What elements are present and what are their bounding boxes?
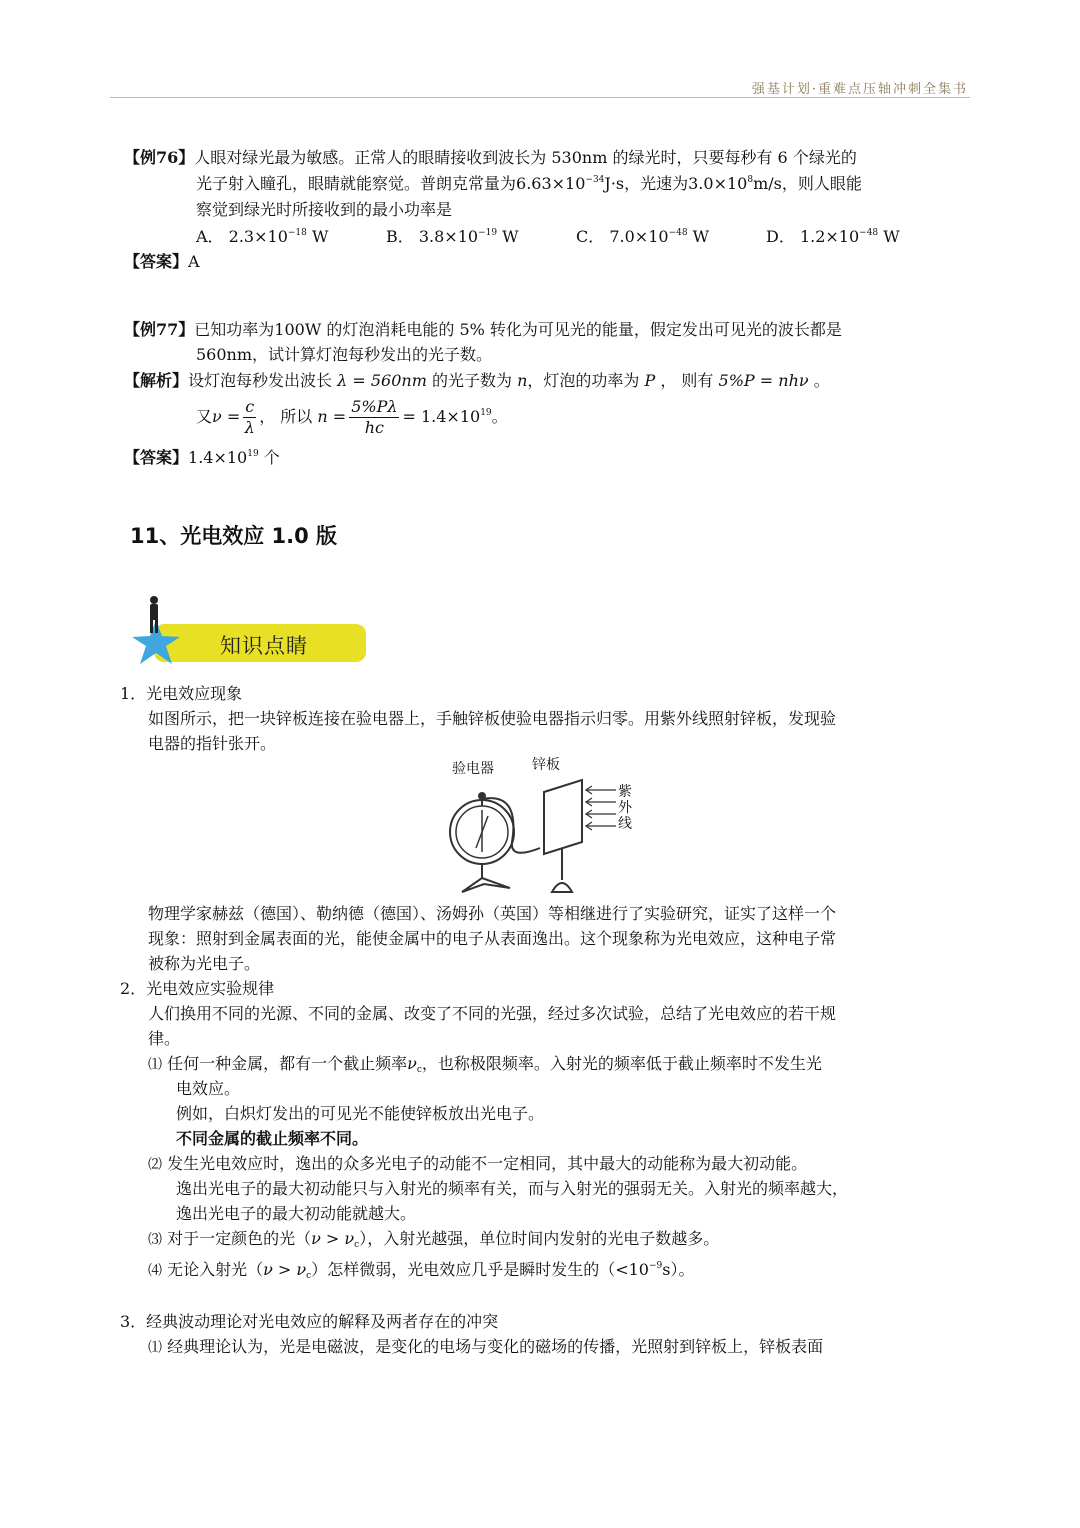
option-b-unit: W: [502, 227, 519, 246]
item2-text: 发生光电效应时，逸出的众多光电子的动能不一定相同，其中最大的动能称为最大初动能。: [167, 1154, 808, 1173]
option-b-exponent: −19: [478, 228, 498, 238]
example-77: [124, 318, 842, 342]
option-a-label: A．: [196, 227, 224, 246]
answer-value: 1.4×10: [188, 448, 248, 467]
item-text: 经典理论认为，光是电磁波，是变化的电场与变化的磁场的传播，光照射到锌板上，锌板表面: [167, 1337, 824, 1356]
frequency-condition: ν > ν: [311, 1229, 355, 1248]
p1b-line1: 物理学家赫兹（德国）、勒纳德（德国）、汤姆孙（英国）等相继进行了实验研究，证实了这样一个: [148, 904, 837, 923]
result-period: 。: [491, 407, 508, 426]
item3-text-2: ），入射光越强，单位时间内发射的光电子数越多。: [359, 1229, 720, 1248]
frequency-subscript: c: [354, 1240, 360, 1250]
heading-2: 2．光电效应实验规律: [120, 979, 275, 998]
option-a-exponent: −18: [287, 228, 307, 238]
frequency-expr: ν =: [212, 407, 241, 426]
label-zinc-plate: 锌板: [532, 757, 560, 773]
example-76-line2-text: 光子射入瞳孔，眼睛就能察觉。普朗克常量为: [196, 174, 517, 193]
item4-text: 无论入射光（: [167, 1260, 264, 1279]
answer-unit: 个: [263, 448, 280, 467]
option-b-value: 3.8×10: [418, 227, 479, 246]
p2-item1-line4: 不同金属的截止频率不同。: [176, 1129, 369, 1148]
light-speed: 3.0×10: [688, 174, 748, 193]
section-title: 11、光电效应 1.0 版: [130, 524, 338, 548]
frequency-condition: ν > ν: [263, 1260, 307, 1279]
option-a: [196, 225, 328, 249]
heading-1: 1．光电效应现象: [120, 684, 243, 703]
figure-electroscope: [440, 752, 650, 900]
option-d-unit: W: [883, 227, 900, 246]
item-number: ⑴: [148, 1340, 162, 1356]
answer-tag: 【答案】: [124, 252, 189, 271]
banner-label: 知识点睛: [220, 634, 308, 658]
solution-period: 。: [813, 371, 830, 390]
result-value: = 1.4×10: [402, 407, 481, 426]
solution-2-text-2: ， 所以: [259, 407, 313, 426]
p1-line2: 电器的指针张开。: [148, 734, 277, 753]
p2-item2-line3: 逸出光电子的最大初动能就越大。: [176, 1204, 417, 1223]
planck-unit: J·s，光速为: [604, 174, 689, 193]
item-number: ⑴: [148, 1057, 162, 1073]
example-76-line1: 人眼对绿光最为敏感。正常人的眼睛接收到波长为 530nm 的绿光时，只要每秒有 6 个绿光的: [194, 148, 857, 167]
fraction-denominator: λ: [244, 418, 255, 437]
frequency-symbol: ν: [407, 1054, 417, 1073]
item4-end: ）。: [670, 1260, 695, 1279]
time-value: <10: [615, 1260, 649, 1279]
p2-line2: 律。: [148, 1029, 181, 1048]
option-c-value: 7.0×10: [609, 227, 669, 246]
option-c-label: C．: [576, 227, 605, 246]
p2-item3: [148, 1227, 719, 1252]
planck-exponent: −34: [585, 175, 605, 185]
p2-item4: [148, 1258, 694, 1283]
p1b-line2: 现象：照射到金属表面的光，能使金属中的电子从表面逸出。这个现象称为光电效应，这种电子常: [148, 929, 837, 948]
option-a-unit: W: [311, 227, 329, 246]
fraction-numerator: 5%Pλ: [351, 397, 398, 416]
example-76-line2-tail: m/s，则人眼能: [753, 174, 862, 193]
n-expr: n =: [317, 407, 347, 426]
option-c: [576, 225, 709, 249]
var-p: P: [644, 371, 656, 390]
option-b-label: B．: [386, 227, 414, 246]
uv-arrows: [586, 786, 616, 830]
heading-3: 3．经典波动理论对光电效应的解释及两者存在的冲突: [120, 1312, 499, 1331]
item-number: ⑵: [148, 1157, 162, 1173]
item3-text: 对于一定颜色的光（: [167, 1229, 312, 1248]
p2-line1: 人们换用不同的光源、不同的金属、改变了不同的光强，经过多次试验，总结了光电效应的若干规: [148, 1004, 837, 1023]
header-divider: [110, 97, 970, 98]
wavelength-expr: λ = 560nm: [337, 371, 427, 390]
solution-text-3: ，灯泡的功率为: [527, 371, 640, 390]
p1b-line3: 被称为光电子。: [148, 954, 261, 973]
example-76: [124, 146, 857, 170]
answer-value: A: [188, 252, 200, 271]
option-d: [766, 225, 900, 249]
item1-text-2: ，也称极限频率。入射光的频率低于截止频率时不发生光: [421, 1054, 822, 1073]
power-equation: 5%P = nhν: [718, 371, 809, 390]
item4-text-2: ）怎样微弱，光电效应几乎是瞬时发生的（: [311, 1260, 616, 1279]
example-77-solution: [124, 369, 830, 393]
fraction-numerator: c: [245, 397, 255, 416]
option-c-unit: W: [692, 227, 710, 246]
p2-item2-line1: [148, 1152, 807, 1177]
label-uv-char: 紫: [618, 784, 632, 800]
label-uv: [618, 784, 632, 832]
answer-tag: 【答案】: [124, 448, 189, 467]
solution-text: 设灯泡每秒发出波长: [188, 371, 333, 390]
example-76-answer: [124, 250, 200, 274]
item-number: ⑷: [148, 1263, 162, 1279]
answer-exponent: 19: [247, 449, 259, 459]
option-c-exponent: −48: [668, 228, 688, 238]
fraction-photon-count: [349, 397, 399, 438]
time-exponent: −9: [648, 1261, 663, 1271]
example-77-tag: 【例77】: [124, 320, 195, 339]
light-speed-exponent: 8: [747, 175, 754, 185]
p2-item1-line1: [148, 1052, 822, 1077]
time-unit: s: [662, 1260, 671, 1279]
p2-item2-line2: 逸出光电子的最大初动能只与入射光的频率有关，而与入射光的强弱无关。入射光的频率越大，: [176, 1179, 849, 1198]
solution-text-4: ， 则有: [660, 371, 714, 390]
option-d-exponent: −48: [859, 228, 879, 238]
option-a-value: 2.3×10: [228, 227, 288, 246]
var-n: n: [517, 371, 528, 390]
item1-text: 任何一种金属，都有一个截止频率: [167, 1054, 408, 1073]
example-76-tag: 【例76】: [124, 148, 195, 167]
planck-constant: 6.63×10: [516, 174, 586, 193]
solution-text-2: 的光子数为: [431, 371, 512, 390]
frequency-subscript: c: [416, 1065, 422, 1075]
frequency-subscript: c: [306, 1271, 312, 1281]
example-77-solution-line2: [196, 394, 508, 440]
label-uv-char: 线: [618, 816, 632, 832]
label-uv-char: 外: [618, 800, 632, 816]
example-77-line1: 已知功率为100W 的灯泡消耗电能的 5% 转化为可见光的能量，假定发出可见光的波长都是: [194, 320, 842, 339]
running-header: 强基计划·重难点压轴冲刺全集书: [751, 82, 968, 97]
item-number: ⑶: [148, 1232, 162, 1248]
fraction-c-over-lambda: [243, 397, 256, 438]
p2-item1-line2: 电效应。: [176, 1079, 241, 1098]
fraction-denominator: hc: [364, 418, 384, 437]
option-d-label: D．: [766, 227, 795, 246]
option-b: [386, 225, 519, 249]
label-electroscope: 验电器: [452, 761, 494, 777]
example-77-answer: [124, 446, 280, 470]
p2-item1-line3: 例如，白炽灯发出的可见光不能使锌板放出光电子。: [176, 1104, 545, 1123]
p3-item1-line1: [148, 1335, 823, 1360]
option-d-value: 1.2×10: [799, 227, 860, 246]
p1-line1: 如图所示，把一块锌板连接在验电器上，手触锌板使验电器指示归零。用紫外线照射锌板，发现验: [148, 709, 837, 728]
solution-2-text: 又: [196, 407, 213, 426]
knowledge-banner: [116, 590, 376, 670]
example-76-line2: [196, 172, 862, 196]
example-76-line3: 察觉到绿光时所接收到的最小功率是: [196, 200, 453, 219]
solution-tag: 【解析】: [124, 371, 189, 390]
result-exponent: 19: [480, 408, 492, 418]
example-77-line2: 560nm，试计算灯泡每秒发出的光子数。: [196, 345, 493, 364]
